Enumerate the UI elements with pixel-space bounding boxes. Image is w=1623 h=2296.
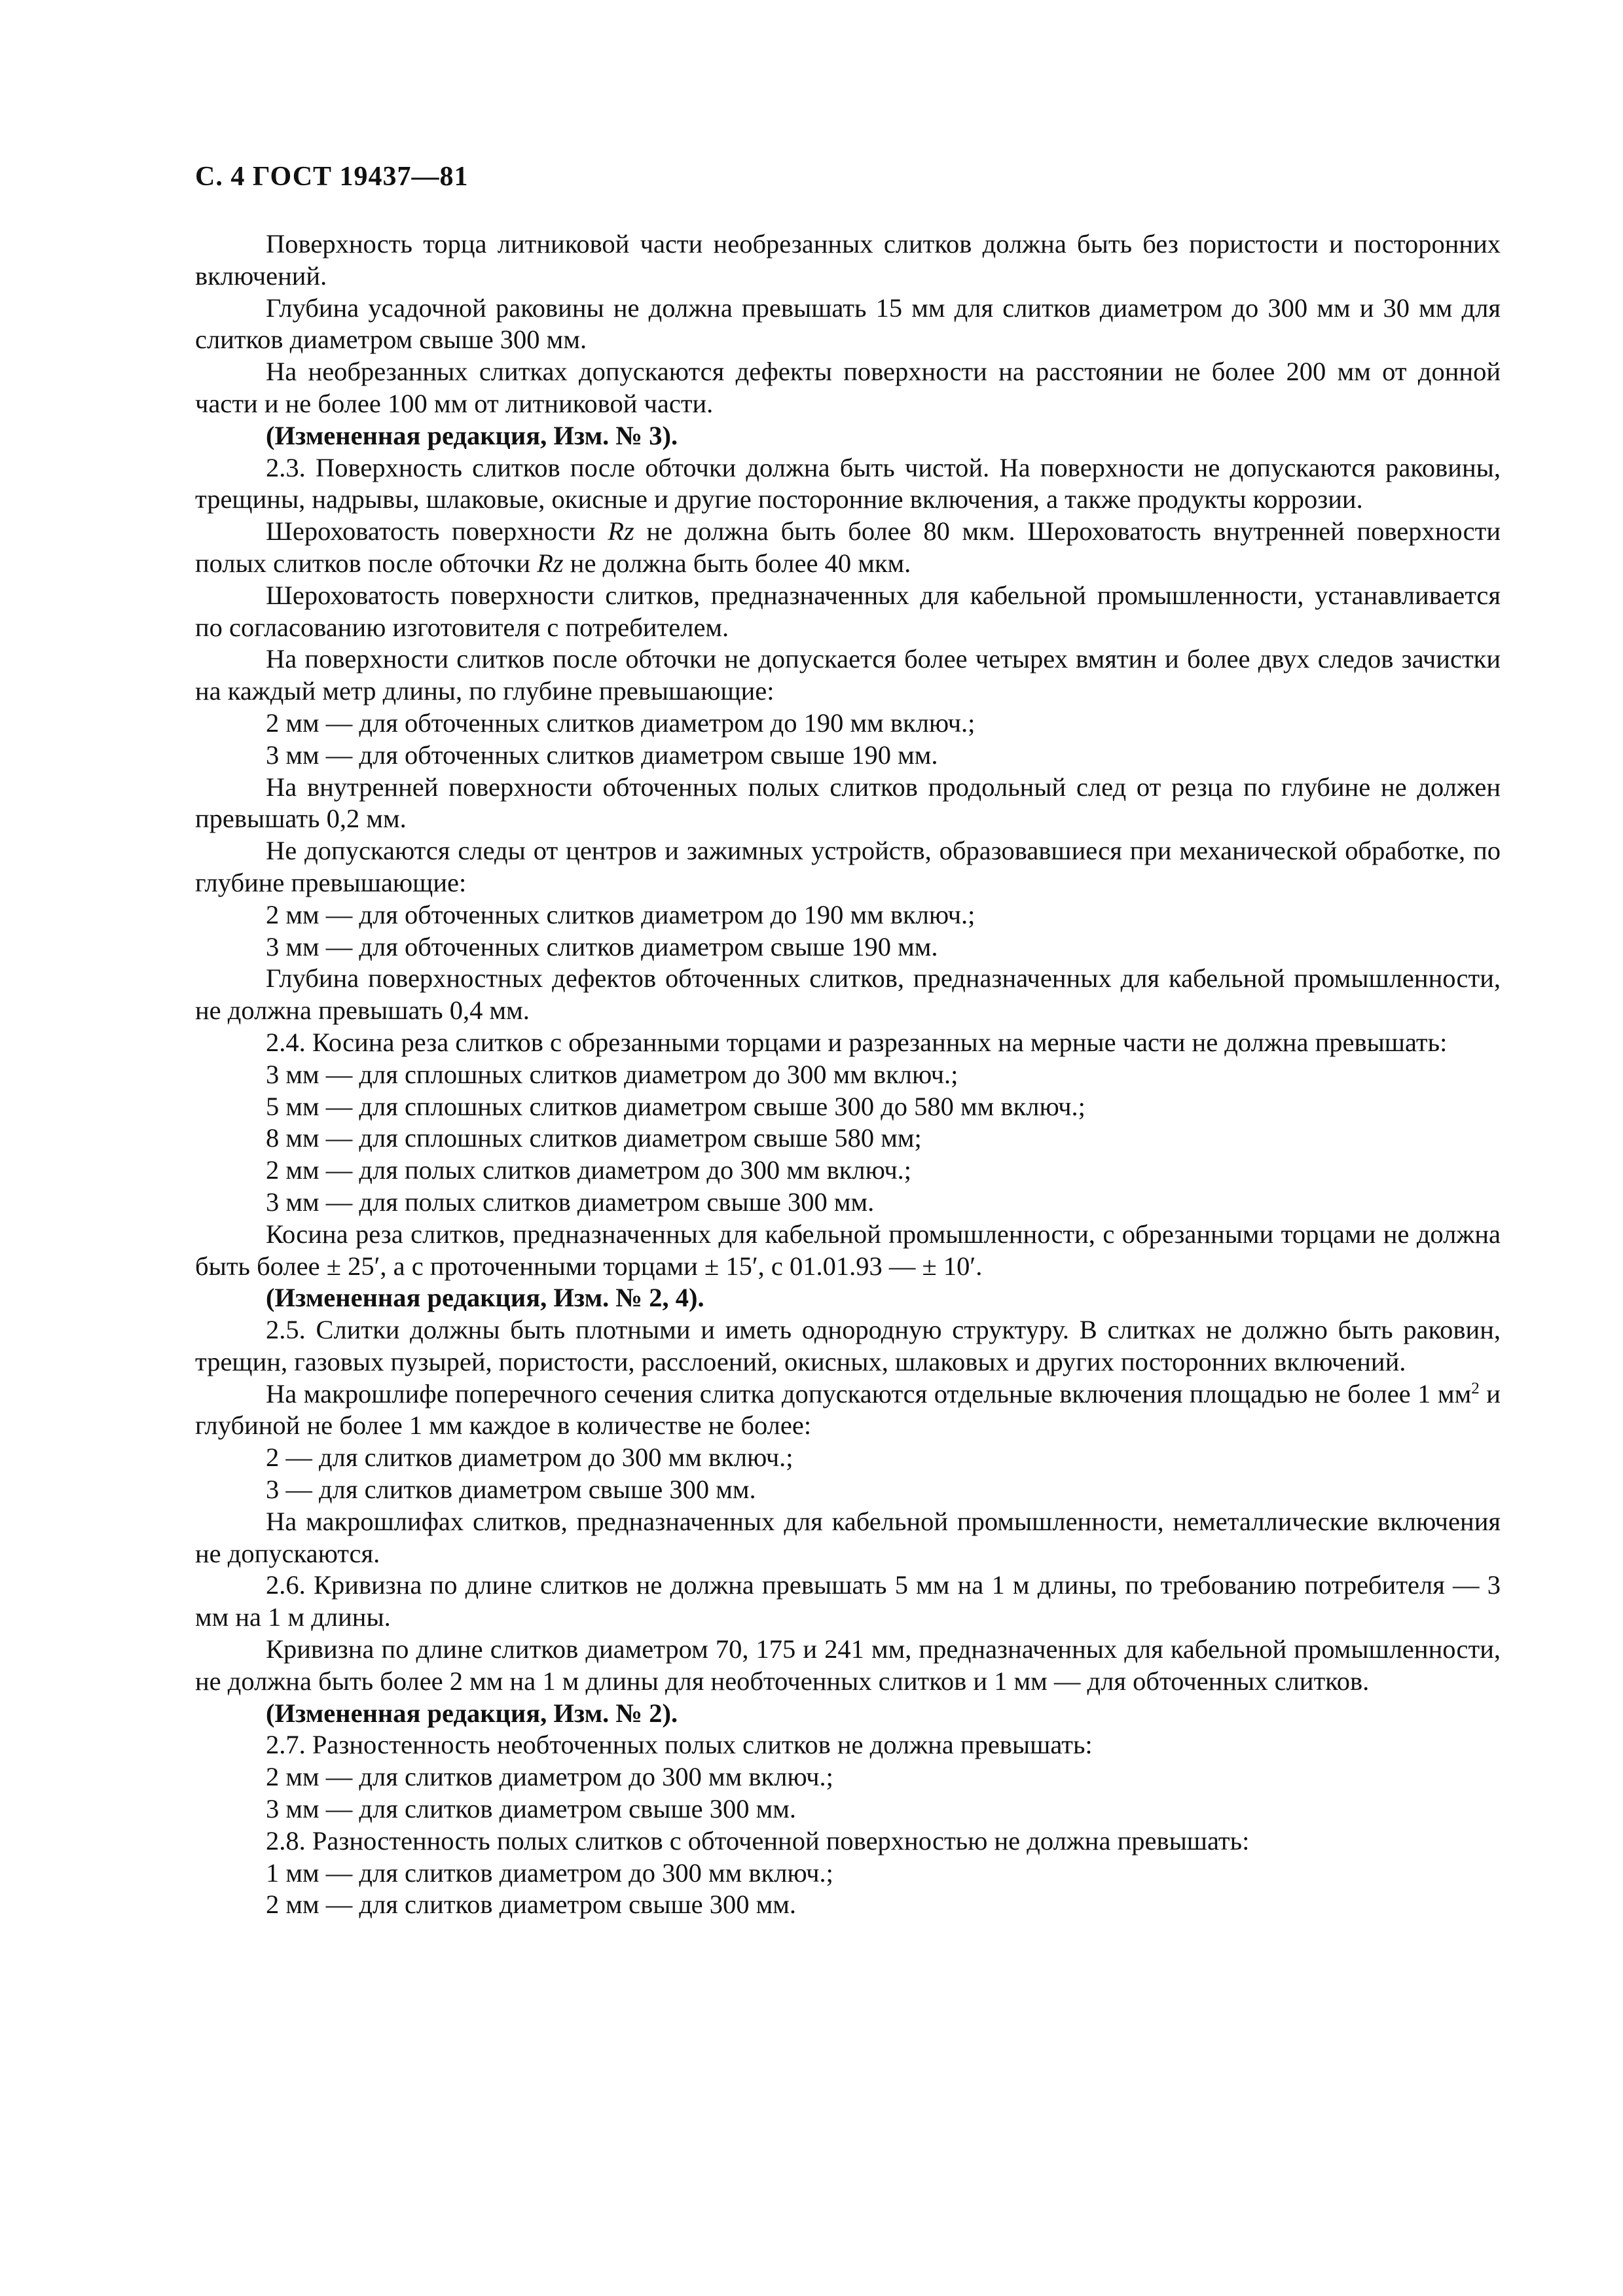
list-item-cut-1: 3 мм — для сплошных слитков диаметром до 300 мм включ.; (266, 1059, 958, 1089)
list-item-inclusions-1: 2 — для слитков диаметром до 300 мм включ.; (266, 1443, 793, 1473)
roughness-text-c: не должна быть более 40 мкм. (563, 548, 911, 578)
list-item-cut-3: 8 мм — для сплошных слитков диаметром свыше 580 мм; (266, 1123, 922, 1153)
paragraph-cable-curvature: Кривизна по длине слитков диаметром 70, 175 и 241 мм, предназначенных для кабельной промышленности, не должна быть более 2 мм на 1 м длины для необточенных слитков и 1 мм — для обточенных слитков. (195, 1634, 1501, 1696)
list-item-traces-2: 3 мм — для обточенных слитков диаметром свыше 190 мм. (266, 931, 938, 961)
list-item-wall-1: 2 мм — для слитков диаметром до 300 мм включ.; (266, 1762, 833, 1792)
list-item-dents-2: 3 мм — для обточенных слитков диаметром свыше 190 мм. (266, 740, 938, 770)
amendment-note-3: (Измененная редакция, Изм. № 3). (266, 420, 678, 450)
paragraph-cable-macrosection: На макрошлифах слитков, предназначенных для кабельной промышленности, неметаллические включения не допускаются. (195, 1506, 1501, 1568)
roughness-text-b: не должна быть более 80 мкм. Шероховатость внутренней поверхности полых слитков после обточки (195, 516, 1501, 578)
paragraph-inner-trace: На внутренней поверхности обточенных полых слитков продольный след от резца по глубине не должен превышать 0,2 мм. (195, 772, 1501, 834)
roughness-text-a: Шероховатость поверхности (266, 516, 608, 547)
paragraph-center-traces: Не допускаются следы от центров и зажимных устройств, образовавшиеся при механической обработке, по глубине превышающие: (195, 836, 1501, 897)
amendment-note-2: (Измененная редакция, Изм. № 2). (266, 1698, 678, 1728)
paragraph-shrinkage-cavity: Глубина усадочной раковины не должна превышать 15 мм для слитков диаметром до 300 мм и 30 мм для слитков диаметром свыше 300 мм. (195, 293, 1501, 355)
paragraph-2-8: 2.8. Разностенность полых слитков с обточенной поверхностью не должна превышать: (266, 1825, 1250, 1856)
list-item-inclusions-2: 3 — для слитков диаметром свыше 300 мм. (266, 1475, 756, 1505)
paragraph-2-5: 2.5. Слитки должны быть плотными и иметь однородную структуру. В слитках не должно быть раковин, трещин, газовых пузырей, пористости, расслоений, окисных, шлаковых и других посторонних включений. (195, 1315, 1501, 1376)
list-item-cut-4: 2 мм — для полых слитков диаметром до 300 мм включ.; (266, 1155, 912, 1185)
list-item-cut-2: 5 мм — для сплошных слитков диаметром свыше 300 до 580 мм включ.; (266, 1091, 1085, 1121)
list-item-traces-1: 2 мм — для обточенных слитков диаметром до 190 мм включ.; (266, 899, 976, 929)
list-item-cut-5: 3 мм — для полых слитков диаметром свыше 300 мм. (266, 1187, 875, 1217)
page-header: С. 4 ГОСТ 19437—81 (195, 162, 469, 192)
rz-symbol: Rz (537, 548, 564, 578)
list-item-machined-wall-1: 1 мм — для слитков диаметром до 300 мм включ.; (266, 1857, 833, 1888)
paragraph-cable-defect-depth: Глубина поверхностных дефектов обточенных слитков, предназначенных для кабельной промышленности, не должна превышать 0,4 мм. (195, 963, 1501, 1026)
macrosection-text-b: и глубиной не более 1 мм каждое в количестве не более: (195, 1378, 1501, 1441)
document-body (195, 228, 1501, 1921)
paragraph-2-3: 2.3. Поверхность слитков после обточки должна быть чистой. На поверхности не допускаются раковины, трещины, надрывы, шлаковые, окисные и другие посторонние включения, а также продукты коррозии. (195, 452, 1501, 514)
paragraph-cable-cut-slant: Косина реза слитков, предназначенных для кабельной промышленности, с обрезанными торцами не должна быть более ± 25′, а с проточенными торцами ± 15′, с 01.01.93 — ± 10′. (195, 1219, 1501, 1281)
paragraph-2-4: 2.4. Косина реза слитков с обрезанными торцами и разрезанных на мерные части не должна превышать: (266, 1027, 1448, 1057)
paragraph-dents: На поверхности слитков после обточки не допускается более четырех вмятин и более двух следов зачистки на каждый метр длины, по глубине превышающие: (195, 644, 1501, 706)
macrosection-text-a: На макрошлифе поперечного сечения слитка допускаются отдельные включения площадью не более 1 мм (266, 1378, 1472, 1408)
paragraph-roughness (195, 516, 1501, 580)
paragraph-cable-roughness: Шероховатость поверхности слитков, предназначенных для кабельной промышленности, устанавливается по согласованию изготовителя с потребителем. (195, 580, 1501, 642)
list-item-dents-1: 2 мм — для обточенных слитков диаметром до 190 мм включ.; (266, 708, 976, 738)
rz-symbol: Rz (608, 516, 634, 547)
list-item-machined-wall-2: 2 мм — для слитков диаметром свыше 300 мм. (266, 1890, 797, 1920)
paragraph-ingot-end-surface: Поверхность торца литниковой части необрезанных слитков должна быть без пористости и посторонних включений. (195, 229, 1501, 291)
list-item-wall-2: 3 мм — для слитков диаметром свыше 300 мм. (266, 1794, 797, 1824)
amendment-note-2-4: (Измененная редакция, Изм. № 2, 4). (266, 1283, 704, 1313)
paragraph-2-7: 2.7. Разностенность необточенных полых слитков не должна превышать: (266, 1730, 1093, 1760)
superscript-2: 2 (1471, 1379, 1480, 1397)
paragraph-uncut-ingot-defects: На необрезанных слитках допускаются дефекты поверхности на расстоянии не более 200 мм от донной части и не более 100 мм от литниковой части. (195, 357, 1501, 418)
paragraph-macrosection (195, 1378, 1501, 1443)
paragraph-2-6: 2.6. Кривизна по длине слитков не должна превышать 5 мм на 1 м длины, по требованию потребителя — 3 мм на 1 м длины. (195, 1570, 1501, 1632)
